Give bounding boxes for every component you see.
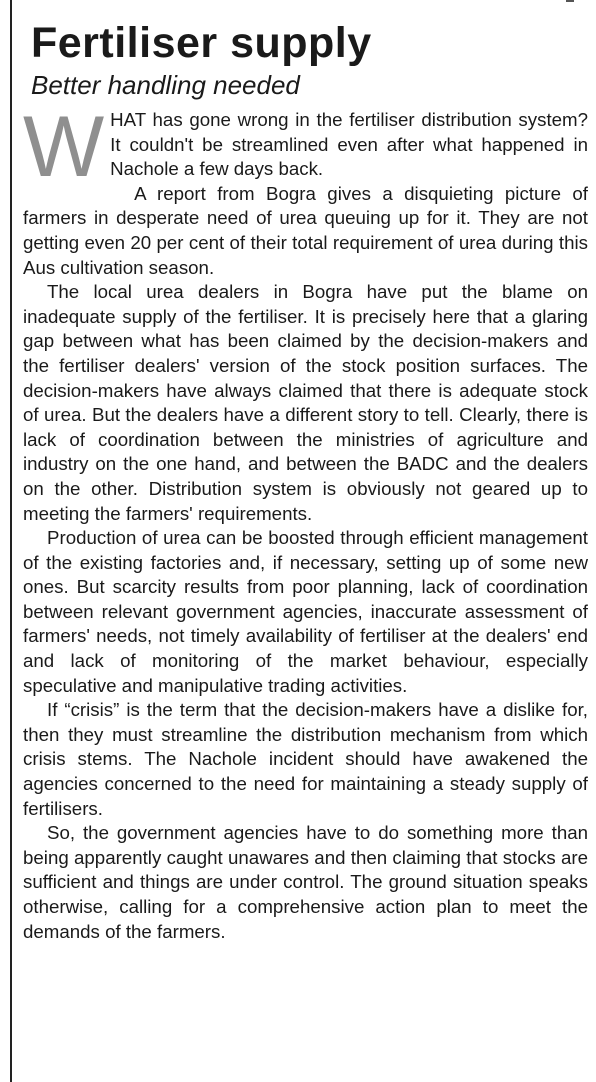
subheadline: Better handling needed: [31, 70, 300, 100]
editorial-article: [23, 18, 588, 944]
paragraph-6: So, the government agencies have to do something more than being apparently caught unawares and then claiming that stocks are sufficient and things are under control. The ground situation speaks otherwise, calling for a comprehensive action plan to meet the demands of the farmers.: [23, 822, 588, 942]
paragraph-2: A report from Bogra gives a disquieting picture of farmers in desperate need of urea queuing up for it. They are not getting even 20 per cent of their total requirement of urea during this Aus cultivation season.: [23, 182, 588, 278]
article-body: [23, 99, 588, 944]
paragraph-3: The local urea dealers in Bogra have put the blame on inadequate supply of the fertiliser. It is precisely here that a glaring gap between what has been claimed by the decision-makers and the fertiliser dealers' version of the stock position surfaces. The decision-makers have always claimed that there is adequate stock of urea. But the dealers have a different story to tell. Clearly, there is lack of coordination between the ministries of agriculture and industry on the one hand, and between the BADC and the dealers on the other. Distribution system is obviously not geared up to meeting the farmers' requirements.: [23, 281, 588, 524]
headline: Fertiliser supply: [31, 19, 372, 67]
paragraph-4: Production of urea can be boosted through efficient management of the existing factories and, if necessary, setting up of some new ones. But scarcity results from poor planning, lack of coordination between relevant government agencies, inaccurate assessment of farmers' needs, not timely availability of fertiliser at the dealers' end and lack of monitoring of the market behaviour, especially speculative and manipulative trading activities.: [23, 527, 588, 696]
page-edge-mark: [566, 0, 574, 2]
drop-cap: W: [23, 99, 105, 195]
paragraph-1-text: HAT has gone wrong in the fertiliser distribution system? It couldn't be streamlined even after what happened in Nachole a few days back.: [110, 109, 588, 180]
column-rule: [10, 0, 12, 1082]
paragraph-5: If “crisis” is the term that the decision-makers have a dislike for, then they must streamline the distribution mechanism from which crisis stems. The Nachole incident should have awakened the agencies concerned to the need for maintaining a steady supply of fertilisers.: [23, 699, 588, 819]
paragraph-1: [23, 99, 588, 195]
